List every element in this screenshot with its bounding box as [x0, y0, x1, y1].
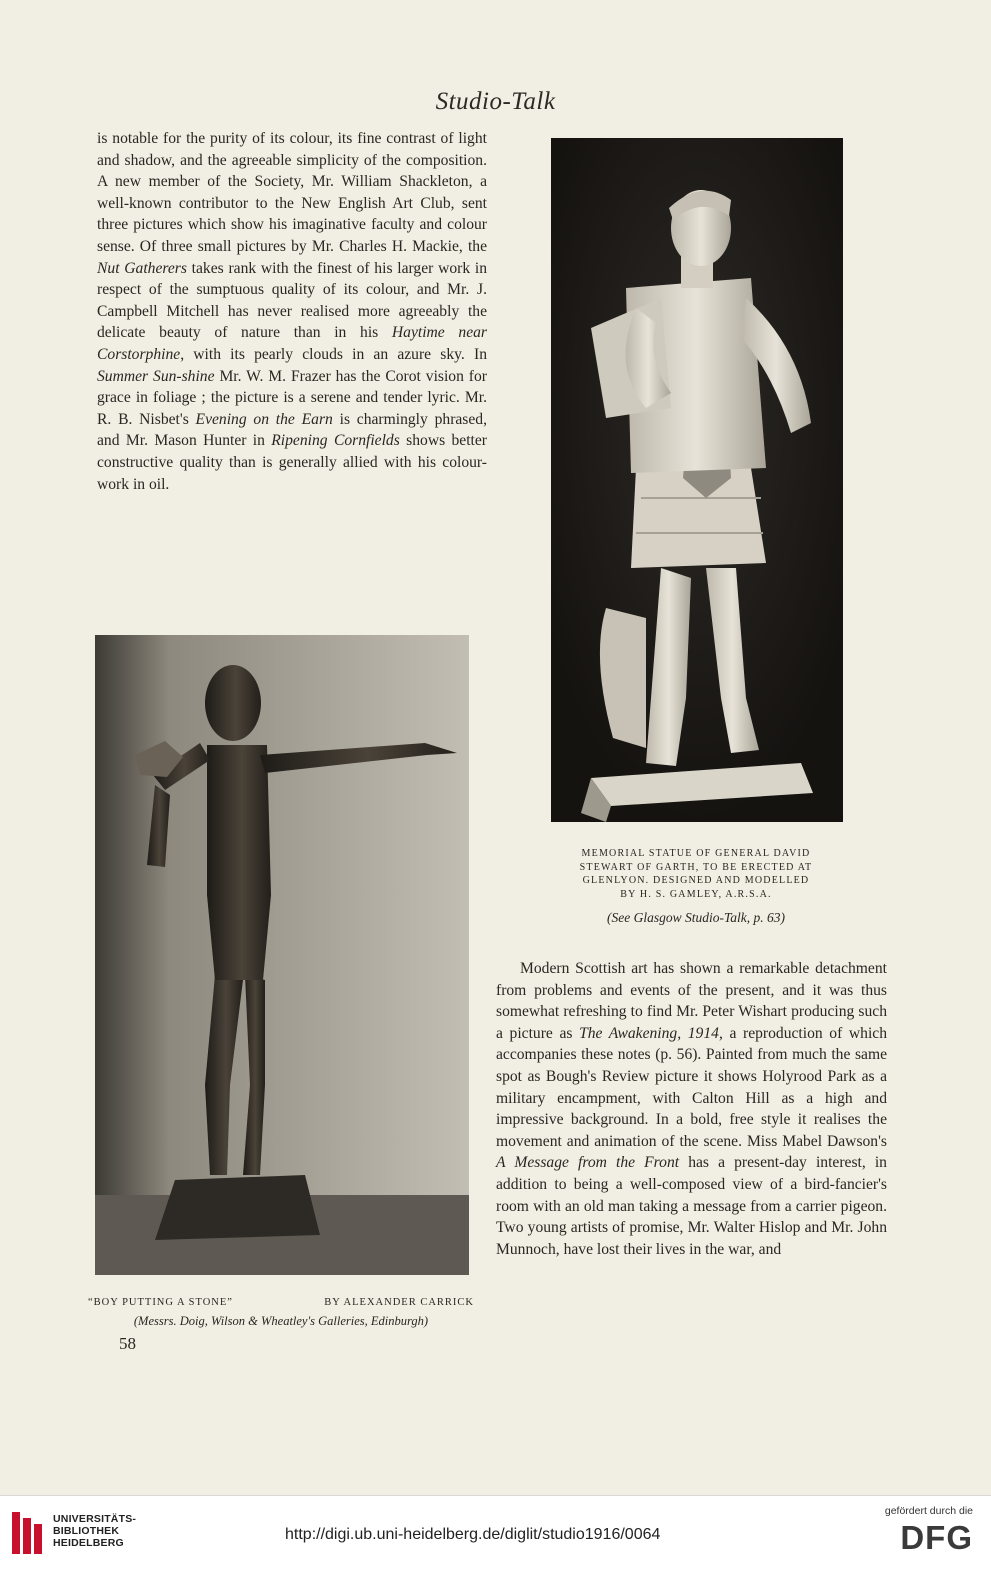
page-number: 58 — [119, 1334, 136, 1353]
artwork-title: Haytime near Corstorphine — [97, 324, 487, 363]
artwork-title: The Awakening, 1914 — [579, 1024, 719, 1042]
running-head: Studio-Talk — [435, 88, 556, 115]
text-run: , with its pearly clouds in an azure sky. In — [180, 345, 487, 363]
permalink-url[interactable]: http://digi.ub.uni-heidelberg.de/diglit/studio1916/0064 — [285, 1526, 661, 1543]
right-paragraph — [496, 958, 887, 1260]
library-name-line: HEIDELBERG — [53, 1537, 124, 1549]
digitization-footer — [0, 1495, 991, 1573]
artwork-title: Summer Sun-shine — [97, 367, 215, 385]
statue-caption-line: STEWART OF GARTH, TO BE ERECTED AT — [579, 861, 813, 873]
library-name — [53, 1513, 136, 1549]
boy-putting-stone-photo — [95, 635, 469, 1275]
statue-caption-line: BY H. S. GAMLEY, A.R.S.A. — [620, 888, 772, 900]
text-run: Mr. W. M. Frazer has the Corot vision for grace in foliage ; the picture is a serene and tender lyric. Mr. R. B. Nisbet's — [97, 367, 487, 428]
right-column-text — [496, 958, 887, 1260]
artwork-title: Evening on the Earn — [195, 410, 333, 428]
left-paragraph — [97, 128, 487, 495]
library-name-line: BIBLIOTHEK — [53, 1525, 120, 1537]
funding-notice — [885, 1505, 973, 1557]
text-run: takes rank with the finest of his larger work in respect of the sumptuous quality of its colour, and Mr. J. Campbell Mitchell has never realised more agreeably the delicate beauty of nature than in his — [97, 259, 487, 342]
boy-caption — [88, 1297, 474, 1308]
text-run: has a present-day interest, in addition to being a well-composed view of a bird-fancier's room with an old man taking a message from a carrier pigeon. Two young artists of promise, Mr. Walter Hislop and Mr. John Munnoch, have lost their lives in the war, and — [496, 1154, 887, 1258]
memorial-statue-photo — [551, 138, 843, 822]
boy-caption-credit: (Messrs. Doig, Wilson & Wheatley's Galleries, Edinburgh) — [133, 1314, 429, 1328]
statue-caption-line: GLENLYON. DESIGNED AND MODELLED — [582, 875, 810, 886]
boy-caption-artist: BY ALEXANDER CARRICK — [324, 1297, 474, 1308]
artwork-title: Nut Gatherers — [97, 259, 187, 277]
boy-caption-title: “BOY PUTTING A STONE” — [88, 1297, 233, 1308]
text-run: is notable for the purity of its colour, its fine contrast of light and shadow, and the agreeable simplicity of the composition. A new member of the Society, Mr. William Shackleton, a well-known contributor to the New English Art Club, sent three pictures which show his imaginative faculty and colour sense. Of three small pictures by Mr. Charles H. Mackie, the — [97, 130, 487, 255]
statue-caption-reference: (See Glasgow Studio-Talk, p. 63) — [607, 910, 785, 925]
left-column-text — [97, 128, 487, 495]
boy-sculpture-illustration — [95, 635, 469, 1275]
artwork-title: Ripening Cornfields — [271, 432, 400, 450]
university-library-logo-icon — [10, 1510, 46, 1556]
text-run: , a reproduction of which accompanies these notes (p. 56). Painted from much the same spot as Bough's Review picture it shows Holyrood Park as a military encampment, with Calton Hill as a high and impressive background. In a bold, free style it realises the movement and animation of the scene. Miss Mabel Dawson's — [496, 1024, 888, 1150]
funding-text: gefördert durch die — [884, 1505, 973, 1517]
artwork-title: A Message from the Front — [496, 1154, 680, 1172]
text-run: is charmingly phrased, and Mr. Mason Hunter in — [97, 410, 487, 450]
text-run: shows better constructive quality than is generally allied with his colour-work in oil. — [97, 432, 488, 493]
statue-illustration — [551, 138, 843, 822]
text-run: Modern Scottish art has shown a remarkable detachment from problems and events of the present, and it was thus somewhat refreshing to find Mr. Peter Wishart producing such a picture as — [496, 960, 887, 1042]
dfg-logo: DFG — [900, 1519, 973, 1556]
statue-caption — [540, 847, 852, 901]
statue-caption-line: MEMORIAL STATUE OF GENERAL DAVID — [581, 848, 811, 859]
library-name-line: UNIVERSITÄTS- — [53, 1513, 137, 1525]
